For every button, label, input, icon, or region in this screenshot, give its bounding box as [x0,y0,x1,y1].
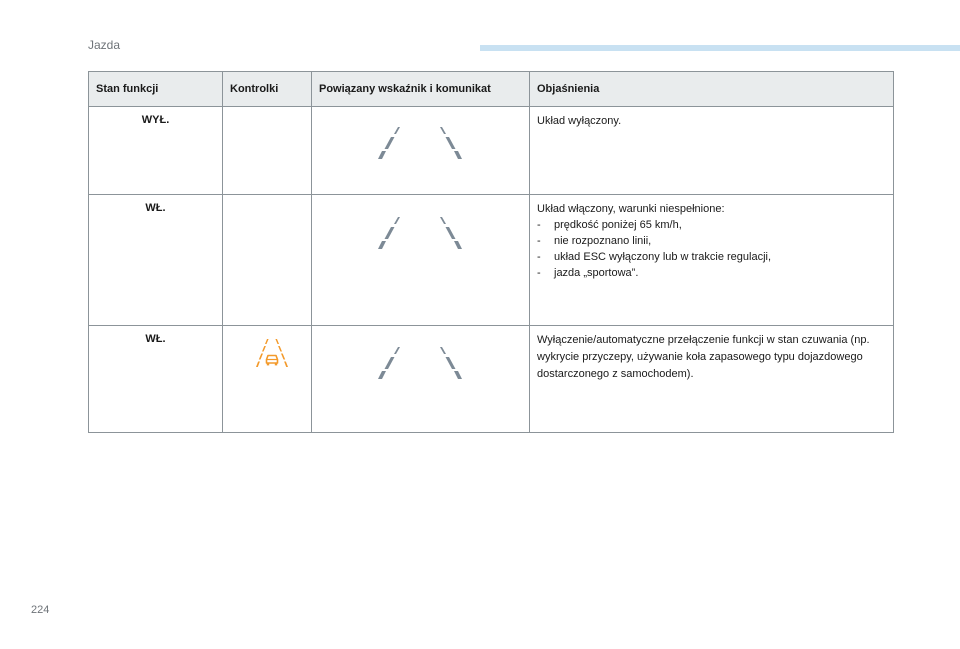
explanation-text: Układ wyłączony. [537,115,622,127]
bullet-marker: - [537,251,541,263]
bullet-marker: - [537,219,541,231]
function-state-table [88,71,894,433]
bullet-marker: - [537,235,541,247]
lane-markings-grey-icon [370,217,470,251]
message-cell [312,107,530,195]
state-cell: WŁ. [89,195,223,326]
list-item-text: układ ESC wyłączony lub w trakcie regulacji, [554,251,772,263]
column-header-explanation: Objaśnienia [530,72,894,107]
list-item [537,249,885,265]
list-item-text: jazda „sportowa”. [554,267,639,279]
column-header-state: Stan funkcji [89,72,223,107]
state-cell: WŁ. [89,326,223,433]
explanation-text: Wyłączenie/automatyczne przełączenie funkcji w stan czuwania (np. wykrycie przyczepy, używanie koła zapasowego typu dojazdowego dostarczonego z samochodem). [537,334,870,380]
list-item-text: nie rozpoznano linii, [554,235,652,247]
page-number: 224 [31,604,50,616]
column-header-indicators: Kontrolki [223,72,312,107]
section-title: Jazda [88,38,121,52]
state-cell: WYŁ. [89,107,223,195]
indicator-cell [223,107,312,195]
column-header-message: Powiązany wskaźnik i komunikat [312,72,530,107]
list-item-text: prędkość poniżej 65 km/h, [554,219,682,231]
list-item [537,265,885,281]
message-cell [312,195,530,326]
explanation-text: Układ włączony, warunki niespełnione: [537,203,725,215]
message-cell [312,326,530,433]
bullet-marker: - [537,267,541,279]
table-row [89,107,894,195]
explanation-cell [530,326,894,433]
lane-keep-assist-orange-icon [256,339,288,369]
indicator-cell [223,326,312,433]
section-bar [480,45,960,51]
indicator-cell [223,195,312,326]
lane-markings-grey-icon [370,347,470,381]
table-row [89,195,894,326]
list-item [537,217,885,233]
condition-list [537,217,885,281]
lane-markings-grey-icon [370,127,470,161]
explanation-cell [530,195,894,326]
explanation-cell [530,107,894,195]
table-header-row [89,72,894,107]
list-item [537,233,885,249]
table-row [89,326,894,433]
